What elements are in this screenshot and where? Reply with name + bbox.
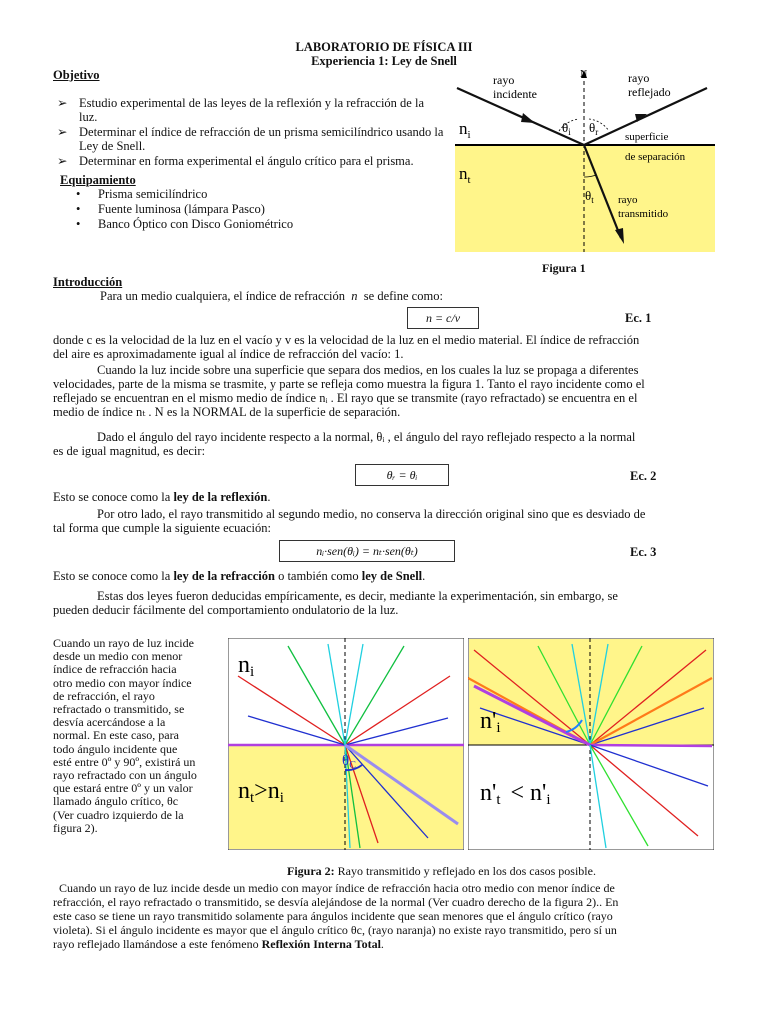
label-reflected-1: rayo bbox=[628, 71, 650, 85]
equipamiento-heading: Equipamiento bbox=[60, 173, 136, 187]
dot-bullet-icon: • bbox=[76, 217, 81, 231]
equation-2-label: Ec. 2 bbox=[630, 469, 657, 483]
label-theta-r: $\theta_r$ bbox=[589, 120, 599, 137]
arrow-bullet-icon: ➢ bbox=[57, 125, 68, 139]
intro-heading: Introducción bbox=[53, 275, 123, 289]
final-paragraph: Cuando un rayo de luz incide desde un medio con mayor índice de refracción hacia otro medio con menor índice de refracción, el rayo refractado o transmitido, se desvía alejándose de la normal (Ver cuadro derecho de la figura 2).. En este caso se tiene un rayo transmitido solamente para ángulos incidente que sean menores que el ángulo crítico (rayo violeta). Si el ángulo incidente es mayor que el ángulo crítico θc, (rayo naranja) no existe rayo transmitido, pero sí un rayo reflejado llamándose a este fenómeno Reflexión Interna Total. bbox=[53, 881, 619, 951]
label-theta-i: $\theta_i$ bbox=[562, 120, 571, 137]
label-nt-lt-ni-prime: n't < n'i bbox=[480, 780, 551, 808]
list-item: ➢ Determinar en forma experimental el ángulo crítico para el prisma. bbox=[57, 154, 414, 168]
objetivo-heading: Objetivo bbox=[53, 68, 100, 82]
label-incident-1: rayo bbox=[493, 73, 515, 87]
figure-1 bbox=[455, 66, 715, 252]
equation-1: n = c/v bbox=[407, 307, 479, 329]
figure-1-caption: Figura 1 bbox=[542, 261, 586, 275]
label-nt: $n_t$ bbox=[459, 164, 471, 186]
page-subtitle: Experiencia 1: Ley de Snell bbox=[311, 54, 457, 68]
intro-p5: Esto se conoce como la ley de la reflexión. bbox=[53, 490, 271, 504]
label-theta-c: $\theta_C$ bbox=[342, 753, 356, 771]
dot-bullet-icon: • bbox=[76, 187, 81, 201]
label-surface-2: de separación bbox=[625, 151, 686, 163]
label-nt-gt-ni: nt>ni bbox=[238, 778, 284, 806]
equation-2: θᵣ = θᵢ bbox=[355, 464, 449, 486]
critical-refracted-ray bbox=[590, 745, 712, 746]
intro-p8: Estas dos leyes fueron deducidas empíricamente, es decir, mediante la experimentación, sin embargo, se pueden deducir fácilmente del comportamiento ondulatorio de la luz. bbox=[53, 589, 618, 617]
dot-bullet-icon: • bbox=[76, 202, 81, 216]
equation-3: nᵢ·sen(θᵢ) = nₜ·sen(θₜ) bbox=[279, 540, 455, 562]
equipamiento-list bbox=[60, 187, 380, 232]
reflected-arrow-icon bbox=[635, 114, 647, 122]
figure-2-right bbox=[468, 638, 714, 850]
figure-2-caption: Figura 2: Rayo transmitido y reflejado en los dos casos posible. bbox=[287, 864, 596, 878]
denser-medium bbox=[469, 639, 713, 745]
intro-p2: donde c es la velocidad de la luz en el vacío y v es la velocidad de la luz en el medio material. El índice de refracción del aire es aproximadamente igual al índice de refracción del vacío: 1. bbox=[53, 333, 640, 361]
label-ni-prime: n'i bbox=[480, 708, 501, 736]
intro-p3: Cuando la luz incide sobre una superficie que separa dos medios, en los cuales la luz se propaga a diferentes velocidades, parte de la misma se trasmite, y parte se refleja como muestra la figura 1. Tanto el rayo incidente como el reflejado se encuentran en el mismo medio de índice nᵢ . El rayo que se transmite (rayo refractado) se encuentra en el medio de índice nₜ . N es la NORMAL de la superficie de separación. bbox=[53, 363, 645, 419]
label-ni: $n_i$ bbox=[459, 119, 471, 141]
label-transmitted-1: rayo bbox=[618, 194, 638, 206]
objetivo-list bbox=[53, 96, 445, 169]
list-item: • Fuente luminosa (lámpara Pasco) bbox=[76, 202, 265, 216]
side-paragraph: Cuando un rayo de luz incide desde un medio con menor índice de refracción hacia otro medio con mayor índice de refracción, el rayo refractado o transmitido, se desvía acercándose a la normal. En este caso, para todo ángulo incidente que esté entre 0º y 90º, existirá un rayo refractado con un ángulo que estará entre 0º y un valor llamado ángulo crítico, θc (Ver cuadro izquierdo de la figura 2). bbox=[53, 636, 197, 835]
list-item: • Banco Óptico con Disco Goniométrico bbox=[76, 217, 294, 231]
incident-arrow-icon bbox=[521, 113, 535, 123]
equation-3-label: Ec. 3 bbox=[630, 545, 657, 559]
label-ni: ni bbox=[238, 652, 255, 680]
page-title: LABORATORIO DE FÍSICA III bbox=[295, 40, 473, 54]
label-surface-1: superficie bbox=[625, 131, 669, 143]
equation-1-label: Ec. 1 bbox=[625, 311, 652, 325]
intro-p6: Por otro lado, el rayo transmitido al segundo medio, no conserva la dirección original sino que es desviado de tal forma que cumple la siguiente ecuación: bbox=[53, 507, 646, 535]
list-item: ➢ Estudio experimental de las leyes de la reflexión y la refracción de la luz. bbox=[57, 96, 424, 124]
label-transmitted-2: transmitido bbox=[618, 208, 669, 220]
list-item: • Prisma semicilíndrico bbox=[76, 187, 208, 201]
intro-p4: Dado el ángulo del rayo incidente respecto a la normal, θᵢ , el ángulo del rayo reflejado respecto a la normal es de igual magnitud, es decir: bbox=[53, 430, 636, 458]
arrow-bullet-icon: ➢ bbox=[57, 96, 68, 110]
label-theta-t: $\theta_t$ bbox=[585, 188, 594, 205]
label-incident-2: incidente bbox=[493, 87, 537, 101]
arrow-bullet-icon: ➢ bbox=[57, 154, 68, 168]
intro-p1: Para un medio cualquiera, el índice de refracción n se define como: bbox=[100, 289, 443, 303]
label-reflected-2: reflejado bbox=[628, 85, 671, 99]
label-normal: N bbox=[580, 69, 588, 80]
figure-2-left bbox=[228, 638, 464, 850]
list-item: ➢ Determinar el índice de refracción de un prisma semicilíndrico usando la Ley de Snell. bbox=[57, 125, 444, 153]
intro-p7: Esto se conoce como la ley de la refracción o también como ley de Snell. bbox=[53, 569, 426, 583]
